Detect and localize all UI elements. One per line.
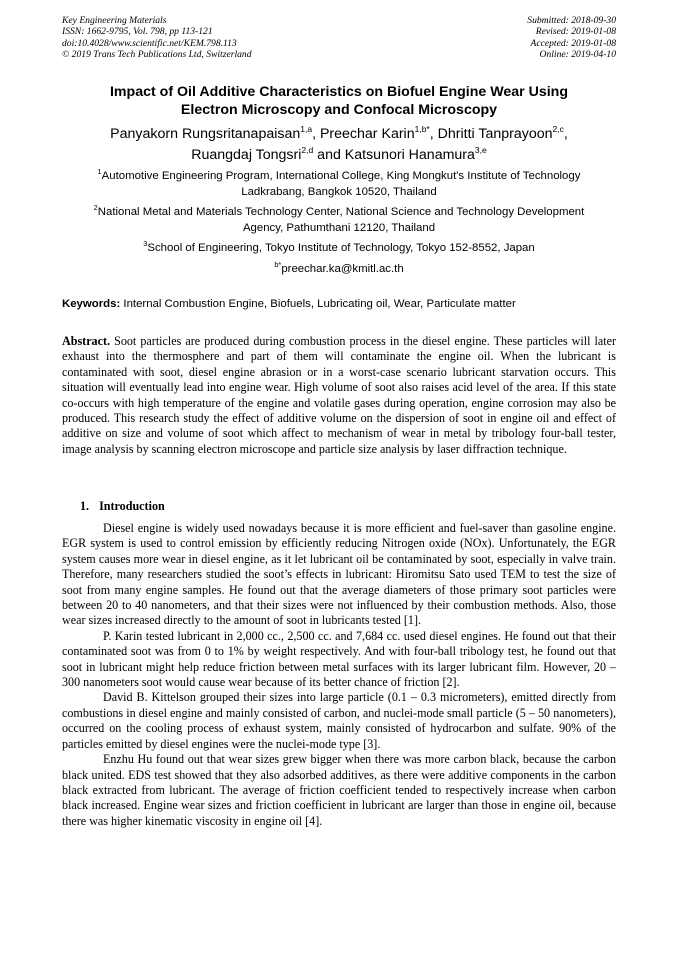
revised-date: Revised: 2019-01-08	[535, 26, 616, 38]
affiliation-2	[62, 205, 616, 236]
author-affiliation-mark: 3,e	[474, 145, 487, 155]
paragraph: Enzhu Hu found out that wear sizes grew bigger when there was more carbon black, because the carbon black united. EDS test showed that they also adsorbed additives, as there were additive components in the carbon black extracted from lubricant. The average of friction coefficient tended to respectively increase when carbon black increased. Engine wear sizes and friction coefficient in lubricant are larger than those in engine oil, because there was higher kinematic viscosity in engine oil [4].	[62, 752, 616, 828]
abstract	[62, 334, 616, 457]
section-title: Introduction	[99, 499, 165, 513]
paragraph: P. Karin tested lubricant in 2,000 cc., 2,500 cc. and 7,684 cc. used diesel engines. He found out that their contaminated soot was from 0 to 1% by weight respectively. And with four-ball tribology test, he found out that soot in lubricant might help reduce friction between metal surfaces with its larger lubricant film. However, 20 – 300 nanometers soot would cause wear because of its better chance of friction [2].	[62, 628, 616, 690]
author-affiliation-mark: 2,d	[301, 145, 314, 155]
author-separator: and	[313, 147, 345, 163]
corresponding-email	[62, 262, 616, 278]
abstract-text: Soot particles are produced during combustion process in the diesel engine. These particles will later exhaust into the thermosphere and part of them will contaminate the engine oil. When the lubricant is contaminated with soot, diesel engine abrasion or in a worst-case scenario lubricant starvation occurs. This situation will eventually lead into engine wear. High volume of soot also raises acid level of the area. If this state co-occurs with high temperature of the engine and volatile gases during operation, engine corrosion may also be produced. This research study the effect of additive volume on the dispersion of soot in engine oil and effect of additive on size and volume of soot which affect to mechanism of wear in metal by tribology four-ball tester, image analysis by scanning electron microscope and particle size analysis by laser diffraction technique.	[62, 334, 616, 456]
author-line-2	[62, 145, 616, 166]
author-name: Preechar Karin	[319, 126, 415, 142]
author-affiliation-mark: 1,a	[300, 124, 313, 134]
abstract-label: Abstract.	[62, 334, 111, 348]
section-heading	[80, 499, 165, 514]
affiliation-text: School of Engineering, Tokyo Institute of Technology, Tokyo 152-8552, Japan	[147, 242, 535, 254]
affiliation-number: 1	[97, 167, 102, 176]
email-mark: b*	[274, 260, 282, 269]
affiliation-text: Agency, Pathumthani 12120, Thailand	[242, 221, 436, 234]
author-affiliation-mark: 2,c	[552, 124, 564, 134]
introduction-body	[62, 521, 616, 829]
keywords-text: Internal Combustion Engine, Biofuels, Lubricating oil, Wear, Particulate matter	[120, 298, 516, 310]
email-address[interactable]: preechar.ka@kmitl.ac.th	[281, 263, 404, 275]
author-name: Ruangdaj Tongsri	[191, 147, 302, 163]
journal-name: Key Engineering Materials	[62, 15, 167, 26]
author-affiliation-mark: 1,b*	[414, 124, 430, 134]
author-name: Dhritti Tanprayoon	[437, 126, 553, 142]
author-separator: ,	[312, 126, 320, 142]
submitted-date: Submitted: 2018-09-30	[527, 15, 616, 26]
paragraph: Diesel engine is widely used nowadays because it is more efficient and fuel-saver than gasoline engine. EGR system is used to control emission by efficiently reducing Nitrogen oxide (NOx). Unfortunately, the EGR system causes more wear in diesel engine, as it let lubricant oil be contaminated by soot, especially in valve train. Therefore, many researchers studied the soot’s effects in lubricant: Hiromitsu Sato used TEM to test the size of soot from many engine samples. He found out that the average diameters of those primary soot particles were between 20 to 40 nanometers, and that their sizes were not influenced by their combustion methods. Also, those wear sizes increased directly to the amount of soot in lubricants tested [1].	[62, 521, 616, 628]
paper-title-line-2: Electron Microscopy and Confocal Microscopy	[180, 102, 498, 118]
paragraph: David B. Kittelson grouped their sizes into large particle (0.1 – 0.3 micrometers), emitted directly from combustions in diesel engine and mainly consisted of carbon, and nuclei-mode small particle (5 – 50 nanometers), occurred on the cooling process of exhaust system, mainly consisted of hydrocarbon and sulfate. 90% of the particles emitted by diesel engines were the nuclei-mode type [3].	[62, 690, 616, 751]
author-separator: ,	[563, 126, 568, 142]
accepted-date: Accepted: 2019-01-08	[530, 37, 616, 49]
author-name: Katsunori Hanamura	[344, 147, 475, 163]
affiliation-3	[62, 241, 616, 257]
publication-dates	[416, 15, 616, 60]
affiliation-number: 3	[143, 239, 148, 248]
paper-title-line-1: Impact of Oil Additive Characteristics on Biofuel Engine Wear Using	[109, 84, 569, 100]
author-line-1	[62, 124, 616, 145]
journal-doi[interactable]: doi:10.4028/www.scientific.net/KEM.798.113	[62, 37, 237, 49]
keywords	[62, 297, 616, 312]
affiliation-number: 2	[93, 203, 98, 212]
affiliation-1	[62, 169, 616, 200]
author-list	[62, 124, 616, 166]
online-date: Online: 2019-04-10	[539, 48, 616, 60]
paper-title	[62, 83, 616, 119]
author-name: Panyakorn Rungsritanapaisan	[110, 126, 301, 142]
journal-issn: ISSN: 1662-9795, Vol. 798, pp 113-121	[62, 26, 213, 38]
author-separator: ,	[429, 126, 438, 142]
affiliation-text: Automotive Engineering Program, International College, King Mongkut's Institute of Technology	[101, 170, 581, 182]
journal-info	[62, 15, 362, 60]
keywords-label: Keywords:	[62, 298, 121, 310]
affiliation-text: National Metal and Materials Technology Center, National Science and Technology Development	[97, 206, 585, 218]
section-number: 1.	[80, 499, 90, 513]
affiliation-text: Ladkrabang, Bangkok 10520, Thailand	[241, 185, 437, 198]
journal-copyright: © 2019 Trans Tech Publications Ltd, Switzerland	[62, 48, 252, 60]
